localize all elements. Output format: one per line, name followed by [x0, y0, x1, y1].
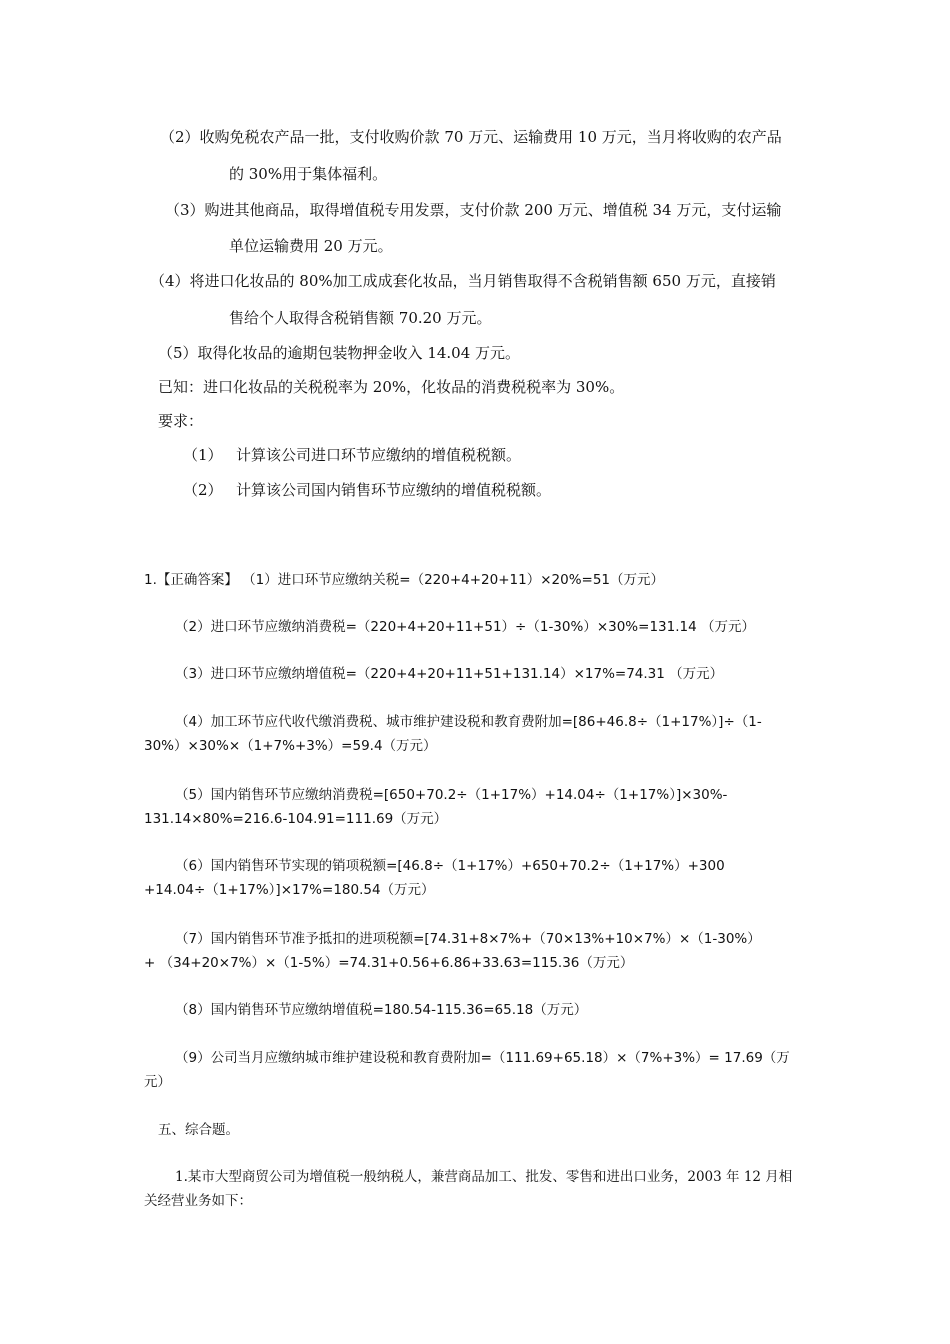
- section-paragraph-line-1: 1.某市大型商贸公司为增值税一般纳税人，兼营商品加工、批发、零售和进出口业务，2003 年 12 月相: [175, 1169, 793, 1185]
- answer-6-line-2: +14.04÷（1+17%）]×17%=180.54（万元）: [144, 882, 435, 898]
- question-item-4-line-2: 售给个人取得含税销售额 70.20 万元。: [229, 309, 492, 327]
- answer-9-line-1: （9）公司当月应缴纳城市维护建设税和教育费附加=（111.69+65.18）×（7%+3%）= 17.69（万: [175, 1050, 790, 1066]
- requirement-2-number: （2）: [183, 481, 223, 499]
- question-item-5: （5）取得化妆品的逾期包装物押金收入 14.04 万元。: [158, 344, 521, 362]
- section-heading: 五、综合题。: [158, 1122, 239, 1138]
- section-paragraph-line-2: 关经营业务如下：: [144, 1193, 252, 1209]
- answer-3: （3）进口环节应缴纳增值税=（220+4+20+11+51+131.14）×17%=74.31 （万元）: [175, 666, 724, 682]
- answer-9-line-2: 元）: [144, 1074, 171, 1090]
- requirement-2-text: 计算该公司国内销售环节应缴纳的增值税税额。: [236, 481, 552, 499]
- answer-6-line-1: （6）国内销售环节实现的销项税额=[46.8÷（1+17%）+650+70.2÷（1+17%）+300: [175, 858, 725, 874]
- requirement-1-text: 计算该公司进口环节应缴纳的增值税税额。: [236, 446, 522, 464]
- requirements-heading: 要求：: [158, 412, 204, 430]
- question-item-2-line-1: （2）收购免税农产品一批，支付收购价款 70 万元、运输费用 10 万元，当月将收购的农产品: [160, 128, 782, 146]
- known-conditions: 已知：进口化妆品的关税税率为 20%，化妆品的消费税税率为 30%。: [158, 378, 625, 396]
- answer-7-line-2: + （34+20×7%）×（1-5%）=74.31+0.56+6.86+33.63=115.36（万元）: [144, 955, 634, 971]
- requirement-1-number: （1）: [183, 446, 223, 464]
- answer-4-line-1: （4）加工环节应代收代缴消费税、城市维护建设税和教育费附加=[86+46.8÷（1+17%）]÷（1-: [175, 714, 762, 730]
- answer-7-line-1: （7）国内销售环节准予抵扣的进项税额=[74.31+8×7%+（70×13%+10×7%）×（1-30%）: [175, 931, 761, 947]
- answer-2: （2）进口环节应缴纳消费税=（220+4+20+11+51）÷（1-30%）×30%=131.14 （万元）: [175, 619, 755, 635]
- question-item-2-line-2: 的 30%用于集体福利。: [229, 165, 388, 183]
- question-item-4-line-1: （4）将进口化妆品的 80%加工成成套化妆品，当月销售取得不含税销售额 650 万元，直接销: [150, 272, 776, 290]
- question-item-3-line-2: 单位运输费用 20 万元。: [229, 237, 393, 255]
- question-item-3-line-1: （3）购进其他商品，取得增值税专用发票，支付价款 200 万元、增值税 34 万元，支付运输: [165, 201, 782, 219]
- answer-1: 1.【正确答案】 （1）进口环节应缴纳关税=（220+4+20+11）×20%=51（万元）: [144, 572, 665, 588]
- answer-8: （8）国内销售环节应缴纳增值税=180.54-115.36=65.18（万元）: [175, 1002, 588, 1018]
- answer-4-line-2: 30%）×30%×（1+7%+3%）=59.4（万元）: [144, 738, 437, 754]
- answer-5-line-2: 131.14×80%=216.6-104.91=111.69（万元）: [144, 811, 448, 827]
- answer-5-line-1: （5）国内销售环节应缴纳消费税=[650+70.2÷（1+17%）+14.04÷（1+17%）]×30%-: [175, 787, 728, 803]
